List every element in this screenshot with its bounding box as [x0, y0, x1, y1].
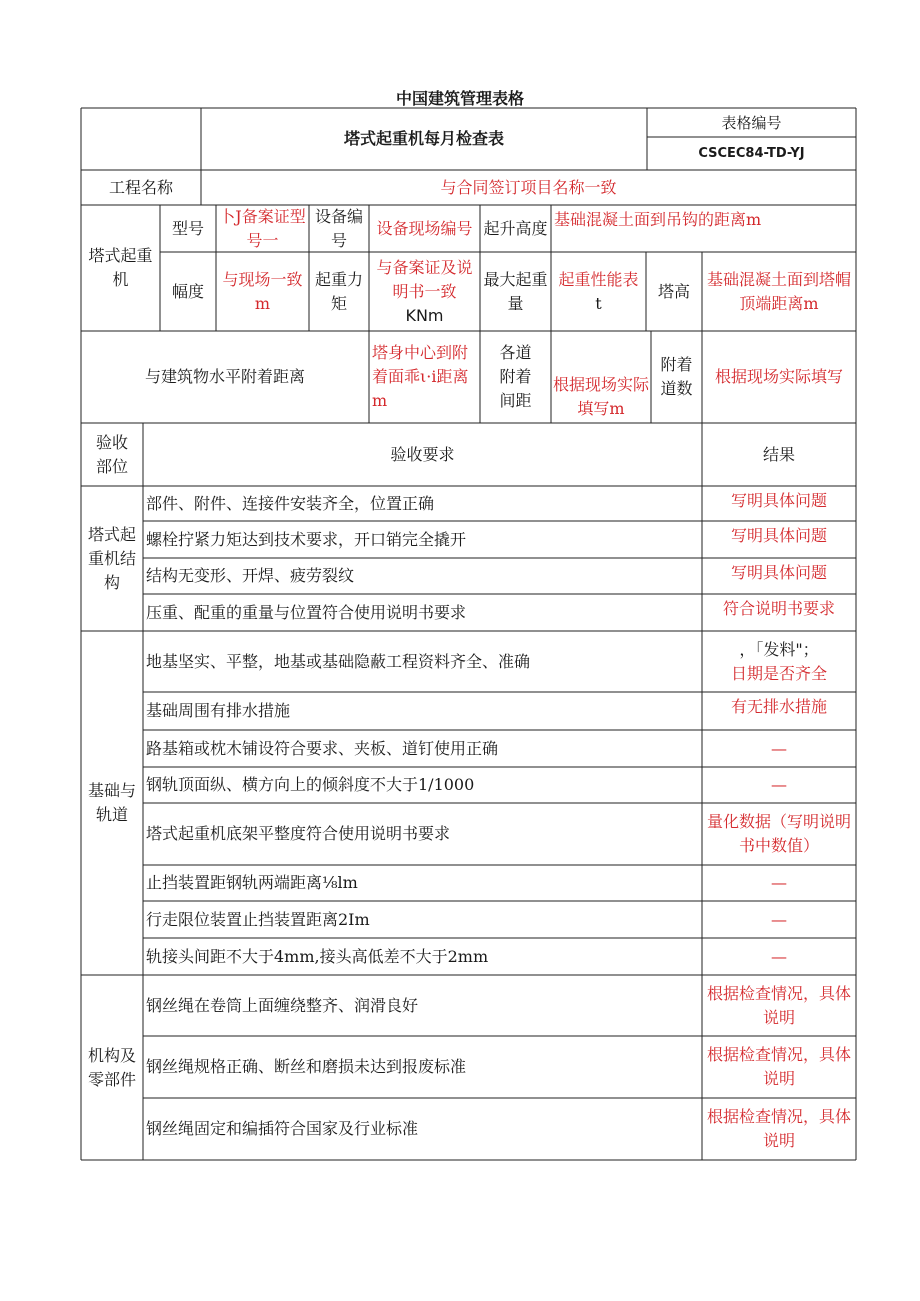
result-header: 结果 — [762, 444, 795, 464]
amplitude-value: 与现场一致m — [222, 269, 303, 313]
row-result: 根据检查情况，具体说明 — [706, 983, 851, 1027]
row-result: 写明具体问题 — [730, 526, 827, 545]
max-load-label: 最大起重量 — [483, 269, 548, 313]
attach-spacing-label: 各道附着间距 — [499, 343, 532, 410]
row-result: 写明具体问题 — [730, 491, 827, 510]
requirement-header: 验收要求 — [390, 444, 455, 464]
attach-distance-label: 与建筑物水平附着距离 — [144, 367, 305, 386]
attach-distance-value: 塔身中心到附着面乖ι·i距离m — [372, 343, 469, 410]
row-result — [702, 631, 856, 692]
equip-no-value: 设备现场编号 — [376, 218, 473, 238]
row-result: — — [771, 946, 787, 966]
table-row: 钢丝绳固定和编插符合国家及行业标准 — [146, 1119, 419, 1138]
table-row: 部件、附件、连接件安装齐全，位置正确 — [146, 493, 435, 513]
table-row: 钢轨顶面纵、横方向上的倾斜度不大于1/1000 — [146, 775, 475, 794]
max-load-unit: t — [595, 293, 602, 313]
company-title: 中国建筑管理表格 — [395, 89, 524, 108]
table-row: 轨接头间距不大于4mm,接头高低差不大于2mm — [146, 946, 489, 966]
attach-count-value: 根据现场实际填写 — [714, 367, 843, 386]
table-row: 基础周围有排水措施 — [146, 701, 291, 720]
table-row: 钢丝绳在卷筒上面缠绕整齐、润滑良好 — [146, 995, 419, 1015]
moment-unit: KNm — [405, 305, 444, 325]
model-label: 型号 — [171, 218, 204, 238]
row-result: 有无排水措施 — [730, 697, 827, 716]
lift-height-label: 起升高度 — [483, 218, 548, 238]
row-result-note: ，「发料"； — [739, 639, 819, 659]
form-title: 塔式起重机每月检查表 — [343, 129, 504, 148]
form-no-label: 表格编号 — [721, 113, 782, 132]
part-header: 验收部位 — [95, 432, 128, 476]
lift-height-value: 基础混凝土面到吊钩的距离m — [554, 210, 762, 229]
table-row: 止挡装置距钢轨两端距离⅛lm — [146, 873, 358, 892]
section-structure-label: 塔式起重机结构 — [87, 524, 136, 592]
row-result: 写明具体问题 — [730, 563, 827, 582]
moment-cell — [369, 252, 480, 331]
table-row: 螺栓拧紧力矩达到技术要求，开口销完全撬开 — [146, 529, 467, 549]
equip-no-label: 设备编号 — [314, 206, 363, 250]
table-row: 钢丝绳规格正确、断丝和磨损未达到报废标准 — [146, 1057, 467, 1076]
row-result: — — [771, 873, 787, 892]
attach-count-label: 附着道数 — [660, 355, 693, 398]
table-row: 路基箱或枕木铺设符合要求、夹板、道钉使用正确 — [146, 738, 499, 758]
table-row: 压重、配重的重量与位置符合使用说明书要求 — [146, 602, 467, 622]
amplitude-label: 幅度 — [171, 281, 204, 301]
table-row: 塔式起重机底架平整度符合使用说明书要求 — [146, 824, 451, 843]
moment-value: 与备案证及说明书一致 — [376, 257, 473, 301]
max-load-value: 起重性能表 — [558, 269, 639, 289]
project-name-label: 工程名称 — [108, 177, 173, 197]
section-foundation-label: 基础与轨道 — [87, 781, 136, 824]
table-row: 地基坚实、平整，地基或基础隐蔽工程资料齐全、准确 — [146, 651, 531, 671]
row-result: 根据检查情况，具体说明 — [706, 1045, 851, 1088]
tower-height-label: 塔高 — [657, 281, 690, 301]
tower-height-value: 基础混凝土面到塔帽顶端距离m — [706, 269, 851, 313]
moment-label: 起重力矩 — [314, 269, 363, 313]
section-mechanism-label: 机构及零部件 — [87, 1045, 136, 1089]
crane-group-label: 塔式起重机 — [88, 246, 153, 289]
row-result: — — [771, 775, 787, 794]
row-result: 符合说明书要求 — [722, 599, 835, 618]
row-result: — — [771, 738, 787, 758]
table-row: 行走限位装置止挡装置距离2Im — [146, 909, 370, 929]
max-load-cell — [551, 252, 646, 331]
table-row: 结构无变形、开焊、疲劳裂纹 — [146, 566, 355, 585]
row-result-text: 日期是否齐全 — [730, 663, 827, 683]
form-no-value: CSCEC84-TD-YJ — [698, 145, 805, 161]
row-result: 量化数据（写明说明书中数值） — [706, 812, 851, 855]
model-value: 卜J备案证型号一 — [219, 206, 306, 250]
project-name-value: 与合同签订项目名称一致 — [440, 177, 617, 197]
row-result: 根据检查情况，具体说明 — [706, 1107, 851, 1150]
row-result: — — [771, 909, 787, 929]
attach-spacing-value: 根据现场实际填写m — [553, 375, 650, 418]
